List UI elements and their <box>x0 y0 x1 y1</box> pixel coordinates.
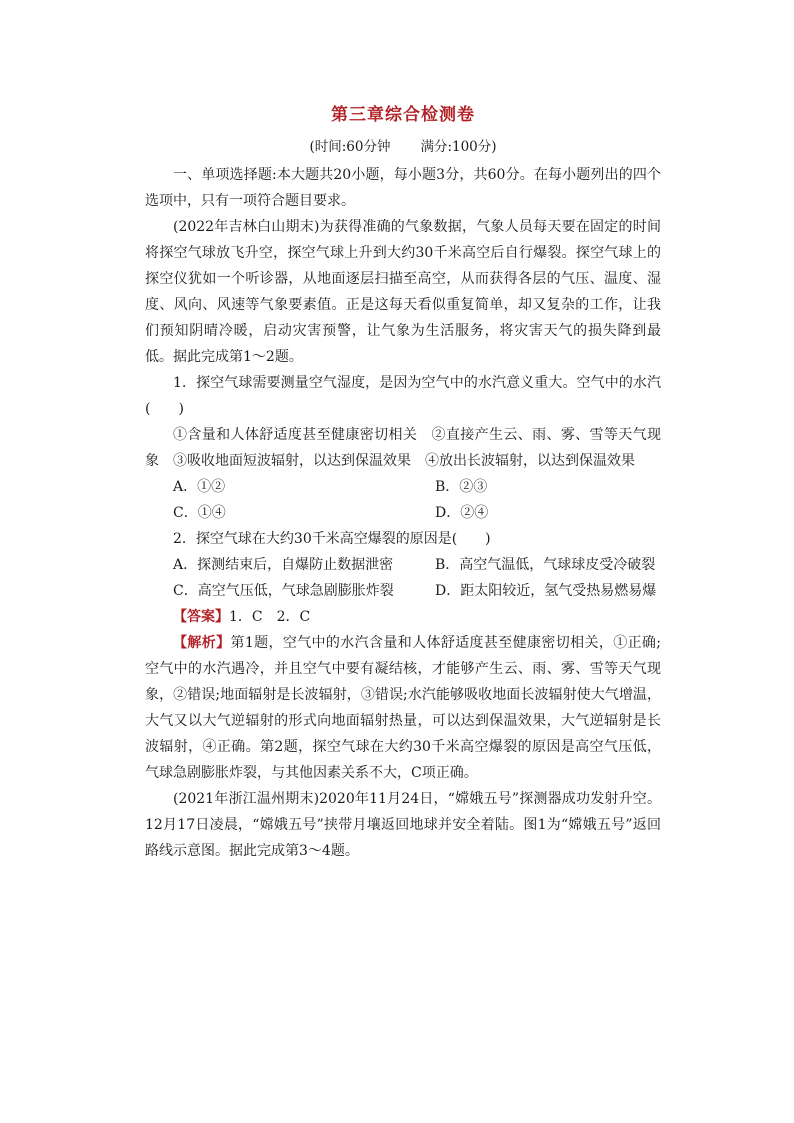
analysis-paragraph <box>145 630 661 786</box>
question-1-option-a: A．①② <box>173 479 226 495</box>
time-info: (时间:60分钟 <box>309 139 391 155</box>
question-2-option-a: A．探测结束后，自爆防止数据泄密 <box>173 557 394 573</box>
material-paragraph-2: (2021年浙江温州期末)2020年11月24日，“嫦娥五号”探测器成功发射升空。12月17日凌晨，“嫦娥五号”挟带月壤返回地球并安全着陆。图1为“嫦娥五号”返回路线示意图。据此完成第3～4题。 <box>145 791 661 859</box>
question-1-option-c: C．①④ <box>173 505 226 521</box>
score-info: 满分:100分) <box>420 139 497 155</box>
question-1-options-row-1 <box>145 474 661 500</box>
question-2-stem: 2．探空气球在大约30千米高空爆裂的原因是( ) <box>173 531 491 547</box>
material-paragraph-1: (2022年吉林白山期末)为获得准确的气象数据，气象人员每天要在固定的时间将探空气球放飞升空，探空气球上升到大约30千米高空后自行爆裂。探空气球上的探空仪犹如一个听诊器，从地面逐层扫描至高空，从而获得各层的气压、温度、湿度、风向、风速等气象要素值。正是这每天看似重复简单，却又复杂的工作，让我们预知阴晴冷暖，启动灾害预警，让气象为生活服务，将灾害天气的损失降到最低。据此完成第1～2题。 <box>145 219 661 365</box>
question-1-options-row-2 <box>145 500 661 526</box>
analysis-label: 【解析】 <box>173 635 231 651</box>
question-1-statements: ①含量和人体舒适度甚至健康密切相关 ②直接产生云、雨、雾、雪等天气现象 ③吸收地面短波辐射，以达到保温效果 ④放出长波辐射，以达到保温效果 <box>145 427 661 469</box>
answer-text: 1．C 2．C <box>229 609 311 625</box>
question-1-stem: 1．探空气球需要测量空气湿度，是因为空气中的水汽意义重大。空气中的水汽( ) <box>145 375 661 417</box>
page-title: 第三章综合检测卷 <box>331 105 475 125</box>
question-1-option-d: D．②④ <box>435 505 489 521</box>
page-content <box>145 100 661 864</box>
answer-line <box>145 604 661 630</box>
question-1-option-b: B．②③ <box>435 479 488 495</box>
section-intro: 一、单项选择题:本大题共20小题，每小题3分，共60分。在每小题列出的四个选项中，只有一项符合题目要求。 <box>145 167 661 209</box>
question-2-option-b: B．高空气温低，气球球皮受冷破裂 <box>435 557 656 573</box>
analysis-text: 第1题，空气中的水汽含量和人体舒适度甚至健康密切相关，①正确;空气中的水汽遇冷，并且空气中要有凝结核，才能够产生云、雨、雾、雪等天气现象，②错误;地面辐射是长波辐射，③错误;水汽能够吸收地面长波辐射使大气增温，大气又以大气逆辐射的形式向地面辐射热量，可以达到保温效果，大气逆辐射是长波辐射，④正确。第2题，探空气球在大约30千米高空爆裂的原因是高空气压低，气球急剧膨胀炸裂，与其他因素关系不大，C项正确。 <box>145 635 662 781</box>
question-2-options-row-2 <box>145 578 661 604</box>
question-2-options-row-1 <box>145 552 661 578</box>
answer-label: 【答案】 <box>173 609 229 625</box>
question-2-option-d: D．距太阳较近，氢气受热易燃易爆 <box>435 583 657 599</box>
exam-info <box>145 138 661 156</box>
question-2-option-c: C．高空气压低，气球急剧膨胀炸裂 <box>173 583 394 599</box>
